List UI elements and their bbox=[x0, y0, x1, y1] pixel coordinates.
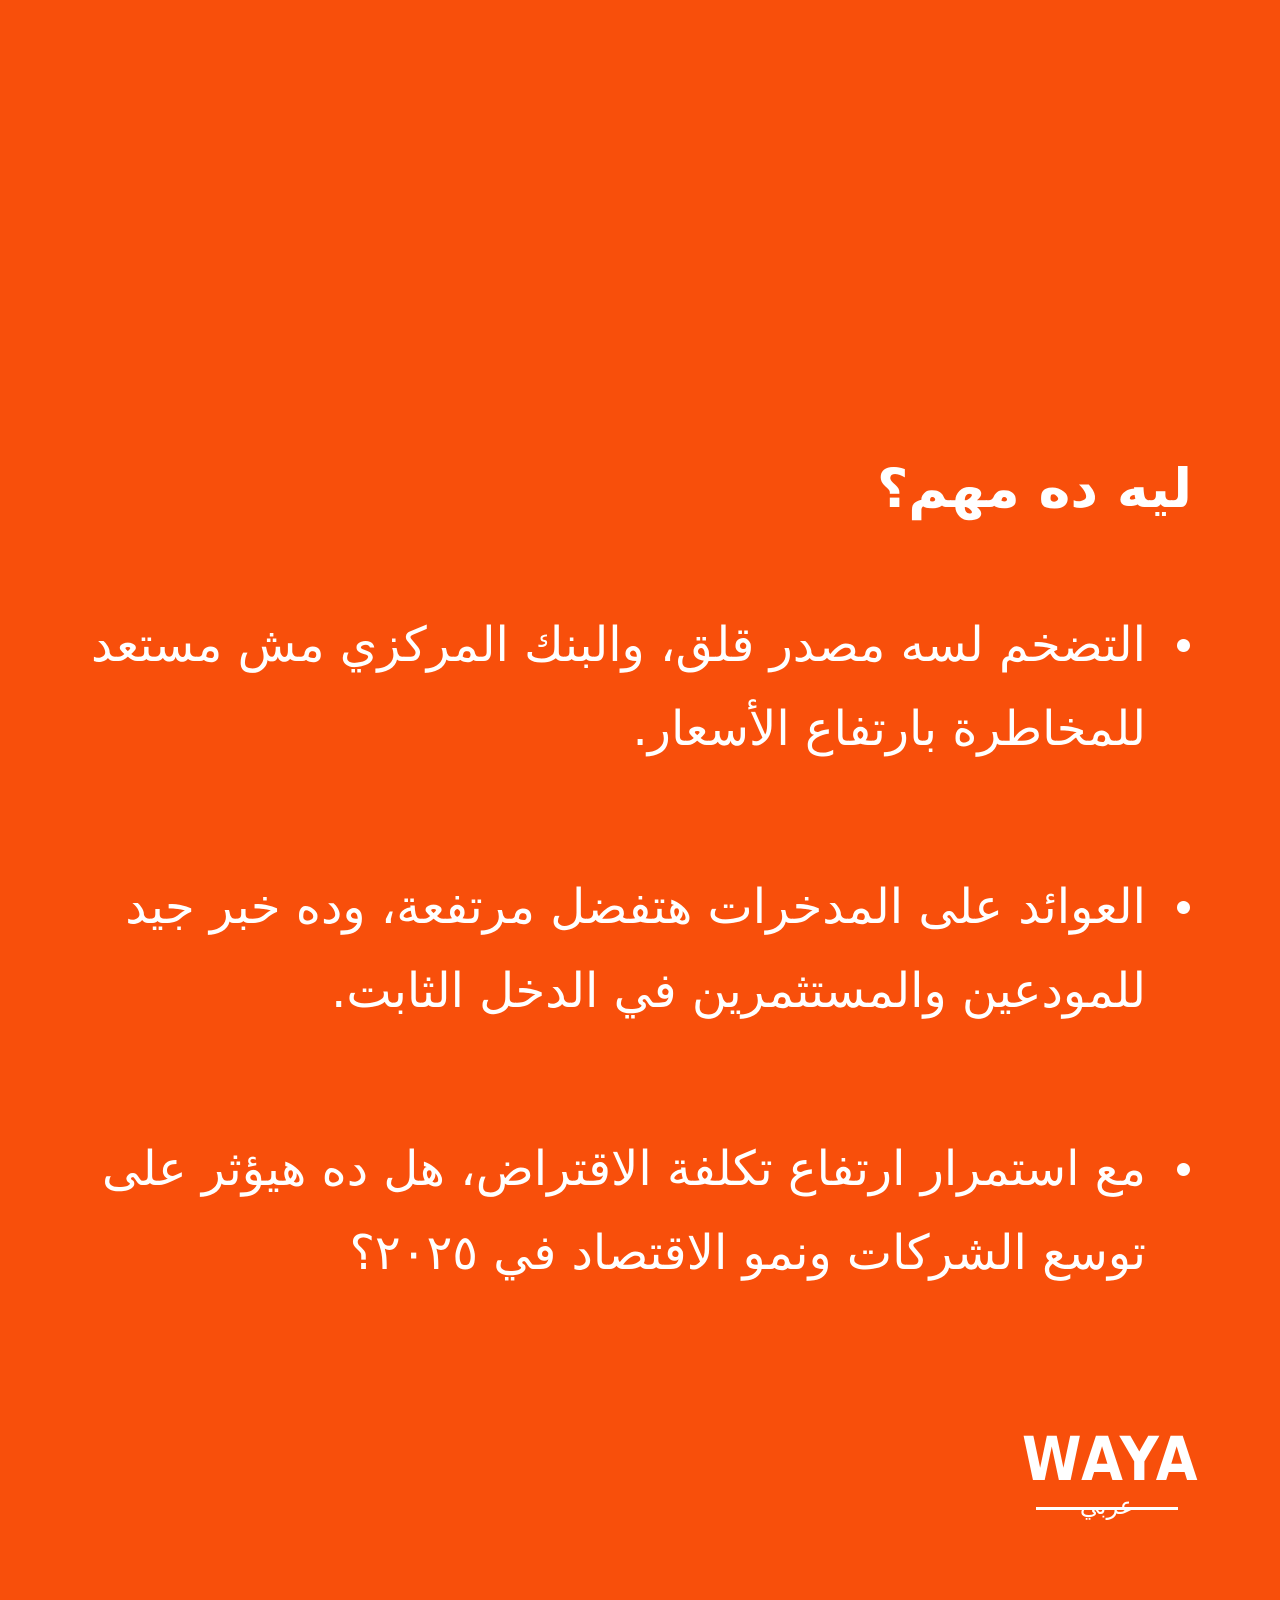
bullet-item bbox=[72, 603, 1192, 771]
bullet-dot-icon bbox=[1177, 1163, 1190, 1176]
bullet-dot-icon bbox=[1177, 639, 1190, 652]
page-title: ليه ده مهم؟ bbox=[876, 457, 1192, 520]
brand-logo bbox=[1022, 1424, 1200, 1536]
bullet-text: التضخم لسه مصدر قلق، والبنك المركزي مش مستعد للمخاطرة بارتفاع الأسعار. bbox=[91, 617, 1146, 757]
bullet-item bbox=[72, 865, 1192, 1033]
logo-arabic-row bbox=[1022, 1490, 1192, 1530]
bullet-list bbox=[72, 603, 1192, 1295]
bullet-text: العوائد على المدخرات هتفضل مرتفعة، وده خبر جيد للمودعين والمستثمرين في الدخل الثابت. bbox=[125, 879, 1146, 1019]
logo-latin-wordmark: WAYA bbox=[1022, 1424, 1200, 1495]
bullet-text: مع استمرار ارتفاع تكلفة الاقتراض، هل ده هيؤثر على توسع الشركات ونمو الاقتصاد في ٢٠٢٥؟ bbox=[102, 1141, 1146, 1281]
bullet-item bbox=[72, 1127, 1192, 1295]
bullet-dot-icon bbox=[1177, 901, 1190, 914]
logo-arabic-wordmark: عربي bbox=[1079, 1492, 1135, 1520]
content-block bbox=[72, 455, 1192, 1295]
